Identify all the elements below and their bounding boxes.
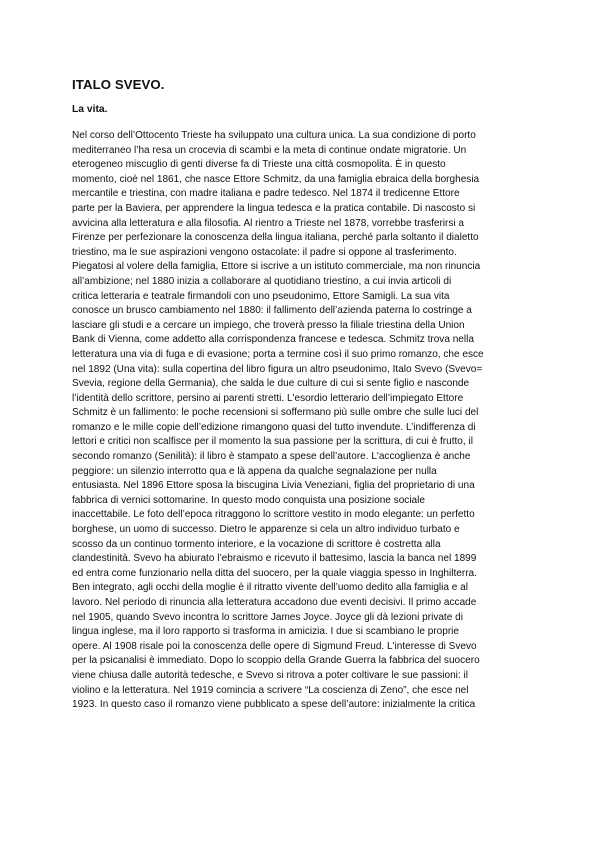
text-line: Firenze per perfezionare la conoscenza della lingua italiana, perché parla soltanto il dialetto: [72, 232, 479, 244]
text-line: 1923. In questo caso il romanzo viene pubblicato a spese dell’autore: inizialmente la critica: [72, 699, 476, 711]
text-line: l’identità dello scrittore, persino ai parenti stretti. L'esordio letterario dell’impiegato Ettore: [72, 392, 464, 404]
text-line: lettori e critici non scalfisce per il momento la sua passione per la scrittura, di cui è frutto, il: [72, 436, 473, 448]
text-line: triestino, ma le sue aspirazioni vengono ostacolate: il padre si oppone al trasferimento.: [72, 246, 457, 258]
section-heading: La vita.: [72, 104, 108, 115]
text-line: all’ambizione; nel 1880 inizia a collaborare al quotidiano triestino, a cui invia articoli di: [72, 275, 452, 287]
text-line: momento, cioè nel 1861, che nasce Ettore Schmitz, da una famiglia ebraica della borghesia: [72, 173, 480, 185]
text-line: Piegatosi al volere della famiglia, Ettore si iscrive a un istituto commerciale, ma non rinuncia: [72, 261, 481, 273]
text-line: nel 1905, quando Svevo incontra lo scrittore James Joyce. Joyce gli dà lezioni private di: [72, 611, 463, 623]
text-line: nel 1892 (Una vita): sulla copertina del libro figura un altro pseudonimo, Italo Svevo (Svevo=: [72, 363, 483, 375]
text-line: ed entra come funzionario nella ditta del suocero, per la quale viaggia spesso in Inghilterra.: [72, 567, 477, 579]
text-line: lasciare gli studi e a cercare un impiego, che troverà presso la filiale triestina della Union: [72, 319, 465, 331]
text-line: Svevia, regione della Germania), che salda le due culture di cui si sente figlio e nasconde: [72, 378, 470, 390]
text-line: letteratura una via di fuga e di evasione; porta a termine così il suo primo romanzo, che esce: [72, 348, 484, 360]
text-line: Nel corso dell’Ottocento Trieste ha sviluppato una cultura unica. La sua condizione di porto: [72, 130, 476, 141]
text-line: opere. Al 1908 risale poi la conoscenza delle opere di Sigmund Freud. L'interesse di Svevo: [72, 640, 477, 652]
text-line: conosce un brusco cambiamento nel 1880: il fallimento dell’azienda paterna lo costringe a: [72, 305, 472, 317]
text-line: entusiasta. Nel 1896 Ettore sposa la biscugina Livia Veneziani, figlia del proprietario di una: [72, 480, 475, 492]
text-line: lingua inglese, ma il loro rapporto si trasforma in amicizia. I due si scambiano le proprie: [72, 626, 459, 638]
text-line: borghese, un uomo di successo. Dietro le apparenze si cela un altro individuo turbato e: [72, 524, 460, 536]
text-line: eterogeneo miscuglio di genti diverse fa di Trieste una città cosmopolita. È in questo: [72, 159, 446, 171]
body-paragraph: [72, 129, 524, 713]
text-line: romanzo e le mille copie dell’edizione rimangono quasi del tutto invendute. L’indifferenza di: [72, 421, 476, 433]
text-line: avvicina alla letteratura e alla filosofia. Al rientro a Trieste nel 1878, vorrebbe trasferirsi a: [72, 217, 465, 229]
text-line: clandestinità. Svevo ha abiurato l’ebraismo e ricevuto il battesimo, lascia la banca nel 1899: [72, 553, 477, 565]
document-page: [72, 76, 524, 713]
text-line: per la psicanalisi è immediato. Dopo lo scoppio della Grande Guerra la fabbrica del suocero: [72, 655, 480, 667]
page-title: ITALO SVEVO.: [72, 77, 165, 92]
text-line: viene chiusa dalle autorità tedesche, e Svevo si ritrova a poter coltivare le sue passioni: il: [72, 669, 468, 681]
text-line: Schmitz è un fallimento: le poche recensioni si soffermano più sulle ombre che sulle luci del: [72, 407, 479, 419]
text-line: scosso da un continuo tormento interiore, e la vocazione di scrittore è costretta alla: [72, 538, 441, 550]
text-line: secondo romanzo (Senilità): il libro è stampato a spese dell’autore. L'accoglienza è anche: [72, 451, 471, 463]
text-line: critica letteraria e teatrale firmandoli con uno pseudonimo, Ettore Samigli. La sua vita: [72, 290, 450, 302]
text-line: parte per la Baviera, per apprendere la lingua tedesca e la pratica contabile. Di nascosto si: [72, 202, 476, 214]
text-line: violino e la letteratura. Nel 1919 comincia a scrivere “La coscienza di Zeno”, che esce nel: [72, 684, 469, 696]
text-line: fabbrica di vernici sottomarine. In questo modo conquista una posizione sociale: [72, 494, 425, 506]
text-line: inaccettabile. Le foto dell’epoca ritraggono lo scrittore vestito in modo elegante: un perfetto: [72, 509, 475, 521]
text-line: peggiore: un silenzio interrotto qua e là appena da qualche segnalazione per nulla: [72, 465, 437, 477]
text-line: mediterraneo l’ha resa un crocevia di scambi e la meta di continue ondate migratorie. Un: [72, 144, 467, 156]
text-line: Ben integrato, agli occhi della moglie è il ritratto vivente dell’uomo dedito alla famiglia e al: [72, 582, 468, 594]
text-line: mercantile e triestina, con madre italiana e padre tedesco. Nel 1874 il tredicenne Ettore: [72, 188, 460, 200]
text-line: Bank di Vienna, come addetto alla corrispondenza francese e tedesca. Schmitz trova nella: [72, 334, 474, 346]
text-line: lavoro. Nel periodo di rinuncia alla letteratura accadono due eventi decisivi. Il primo accade: [72, 597, 477, 608]
